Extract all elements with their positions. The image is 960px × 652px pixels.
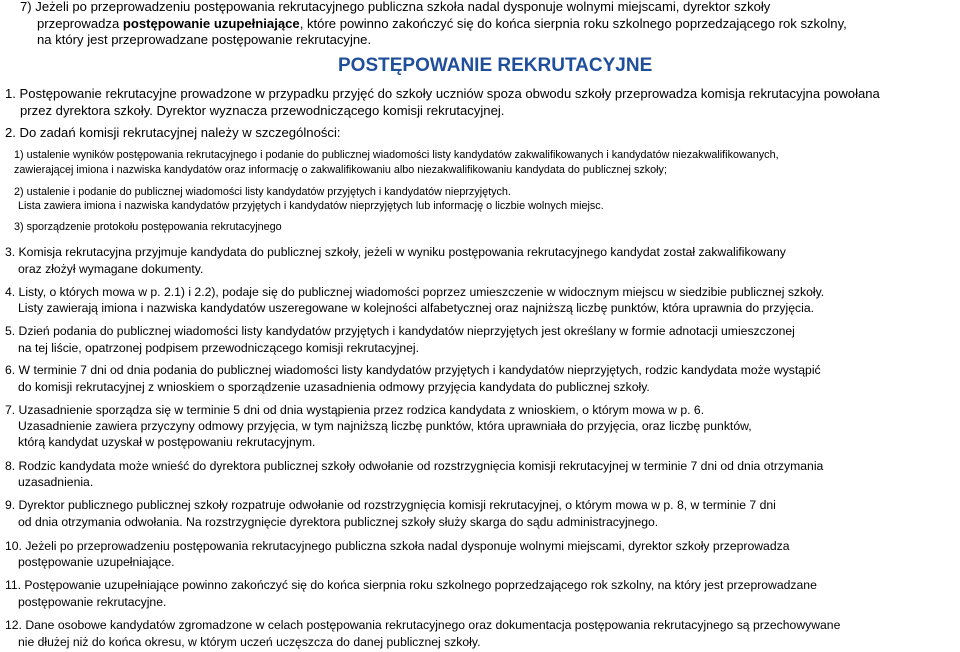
item-8-line-2: uzasadnienia. (18, 475, 94, 489)
item-2-line-1: 2. Do zadań komisji rekrutacyjnej należy w szczególności: (5, 125, 341, 140)
item-1-line-2: przez dyrektora szkoły. Dyrektor wyznacza przewodniczącego komisji rekrutacyjnej. (20, 103, 505, 118)
item-10-line-2: postępowanie uzupełniające. (18, 555, 175, 569)
item-10-line-1: 10. Jeżeli po przeprowadzeniu postępowania rekrutacyjnego publiczna szkoła nadal dysponuje wolnymi miejscami, dyrektor szkoły przeprowadza (5, 539, 790, 553)
item-12-line-1: 12. Dane osobowe kandydatów zgromadzone w celach postępowania rekrutacyjnego oraz dokumentacja postępowania rekrutacyjnego są przechowywane (5, 618, 841, 632)
item-6-line-2: do komisji rekrutacyjnej z wnioskiem o sporządzenie uzasadnienia odmowy przyjęcia kandydata do publicznej szkoły. (18, 380, 650, 394)
item-12-line-2: nie dłużej niż do końca okresu, w którym uczeń uczęszcza do danej publicznej szkoły. (18, 635, 481, 649)
item-1-line-1: 1. Postępowanie rekrutacyjne prowadzone w przypadku przyjęć do szkoły uczniów spoza obwodu szkoły przeprowadza komisja rekrutacyjna powołana (5, 86, 880, 101)
item-7-line-3: którą kandydat uzyskał w postępowaniu rekrutacyjnym. (18, 435, 316, 449)
item-7-line-2: Uzasadnienie zawiera przyczyny odmowy przyjęcia, w tym najniższą liczbę punktów, która uprawniała do przyjęcia, oraz liczbę punktów, (18, 419, 752, 433)
item-2-sub-3: 3) sporządzenie protokołu postępowania rekrutacyjnego (14, 221, 282, 233)
intro-line-1: 7) Jeżeli po przeprowadzeniu postępowania rekrutacyjnego publiczna szkoła nadal dysponuje wolnymi miejscami, dyrektor szkoły (20, 0, 771, 14)
intro-line-3: na który jest przeprowadzane postępowanie rekrutacyjne. (37, 32, 372, 47)
item-6-line-1: 6. W terminie 7 dni od dnia podania do publicznej wiadomości listy kandydatów przyjętych i kandydatów nieprzyjętych, rodzic kandydata może wystąpić (5, 363, 821, 377)
item-5-line-2: na tej liście, opatrzonej podpisem przewodniczącego komisji rekrutacyjnej. (18, 341, 420, 355)
item-4-line-2: Listy zawierają imiona i nazwiska kandydatów uszeregowane w kolejności alfabetycznej oraz najniższą liczbę punktów, która uprawnia do przyjęcia. (18, 301, 814, 315)
intro-bold-term: postępowanie uzupełniające (122, 16, 300, 31)
item-3-line-2: oraz złożył wymagane dokumenty. (18, 262, 204, 276)
item-9-line-1: 9. Dyrektor publicznego publicznej szkoły rozpatruje odwołanie od rozstrzygnięcia komisji rekrutacyjnej, o którym mowa w p. 8, w terminie 7 dni (5, 498, 776, 512)
item-4-line-1: 4. Listy, o których mowa w p. 2.1) i 2.2), podaje się do publicznej wiadomości poprzez umieszczenie w widocznym miejscu w siedzibie publicznej szkoły. (5, 285, 825, 299)
item-9-line-2: od dnia otrzymania odwołania. Na rozstrzygnięcie dyrektora publicznej szkoły służy skarga do sądu administracyjnego. (18, 515, 659, 529)
section-heading: POSTĘPOWANIE REKRUTACYJNE (338, 55, 653, 76)
item-11-line-1: 11. Postępowanie uzupełniające powinno zakończyć się do końca sierpnia roku szkolnego poprzedzającego rok szkolny, na który jest przeprowadzane (5, 578, 817, 592)
item-2-sub-1-line-1: 1) ustalenie wyników postępowania rekrutacyjnego i podanie do publicznej wiadomości listy kandydatów zakwalifikowanych i kandydatów niezakwalifikowanych, (14, 149, 779, 161)
item-8-line-1: 8. Rodzic kandydata może wnieść do dyrektora publicznej szkoły odwołanie od rozstrzygnięcia komisji rekrutacyjnej w terminie 7 dni od dnia otrzymania (5, 459, 824, 473)
item-11-line-2: postępowanie rekrutacyjne. (18, 595, 167, 609)
item-5-line-1: 5. Dzień podania do publicznej wiadomości listy kandydatów przyjętych i kandydatów nieprzyjętych jest określany w formie adnotacji umieszczonej (5, 324, 795, 338)
intro-line-2 (37, 17, 847, 30)
item-2-sub-1-line-2: zawierającej imiona i nazwiska kandydatów oraz informację o zakwalifikowaniu albo niezakwalifikowaniu kandydata do publicznej szkoły; (14, 164, 667, 176)
item-7-line-1: 7. Uzasadnienie sporządza się w terminie 5 dni od dnia wystąpienia przez rodzica kandydata z wnioskiem, o którym mowa w p. 6. (5, 403, 705, 417)
item-3-line-1: 3. Komisja rekrutacyjna przyjmuje kandydata do publicznej szkoły, jeżeli w wyniku postępowania rekrutacyjnego kandydat został zakwalifikowany (5, 245, 786, 259)
item-2-sub-2-line-2: Lista zawiera imiona i nazwiska kandydatów przyjętych i kandydatów nieprzyjętych lub informację o liczbie wolnych miejsc. (18, 200, 604, 212)
item-2-sub-2-line-1: 2) ustalenie i podanie do publicznej wiadomości listy kandydatów przyjętych i kandydatów nieprzyjętych. (14, 186, 511, 198)
intro-text: przeprowadza (37, 16, 123, 31)
intro-text-rest: , które powinno zakończyć się do końca sierpnia roku szkolnego poprzedzającego rok szkolny, (299, 16, 847, 31)
